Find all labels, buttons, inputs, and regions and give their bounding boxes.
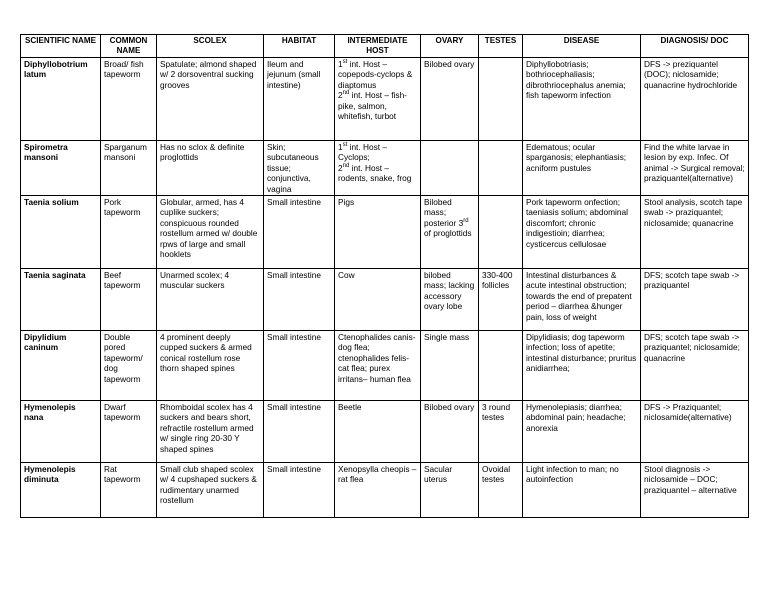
parasite-table-sheet (20, 34, 748, 518)
table-body (21, 58, 749, 518)
cell-scientific-name: Hymenolepis diminuta (21, 463, 101, 518)
cell-disease: Dipylidiasis; dog tapeworm infection; loss of apetite; intestinal disturbance; pruritus anidiarrhea; (523, 331, 641, 401)
cell-testes: 3 round testes (479, 401, 523, 463)
cell-disease: Edematous; ocular sparganosis; elephantiasis; acniform pustules (523, 141, 641, 196)
cell-diagnosis: DFS -> Praziquantel; niclosamide(alternative) (641, 401, 749, 463)
cell-common-name: Beef tapeworm (101, 269, 157, 331)
cell-ovary: Bilobed mass; posterior 3rd of proglottids (421, 196, 479, 269)
cell-intermediate-host: Beetle (335, 401, 421, 463)
cell-diagnosis: Find the white larvae in lesion by exp. Infec. Of animal -> Surgical removal; praziquantel(alternative) (641, 141, 749, 196)
tapeworm-comparison-table (20, 34, 749, 518)
cell-intermediate-host: 1st int. Host – Cyclops; 2nd int. Host – rodents, snake, frog (335, 141, 421, 196)
cell-disease: Pork tapeworm onfection; taeniasis solium; abdominal discomfort; chronic indigestioin; diarrhea; cysticercus cellulosae (523, 196, 641, 269)
cell-scolex: 4 prominent deeply cupped suckers & armed conical rostellum rose thorn shaped spines (157, 331, 264, 401)
cell-disease: Light infection to man; no autoinfection (523, 463, 641, 518)
header-common-name: COMMON NAME (101, 35, 157, 58)
cell-ovary: bilobed mass; lacking accessory ovary lobe (421, 269, 479, 331)
cell-habitat: Ileum and jejunum (small intestine) (264, 58, 335, 141)
table-row (21, 463, 749, 518)
cell-scientific-name: Taenia saginata (21, 269, 101, 331)
cell-common-name: Sparganum mansoni (101, 141, 157, 196)
header-scolex: SCOLEX (157, 35, 264, 58)
cell-ovary: Bilobed ovary (421, 401, 479, 463)
cell-scolex: Unarmed scolex; 4 muscular suckers (157, 269, 264, 331)
cell-habitat: Small intestine (264, 196, 335, 269)
cell-scientific-name: Dipylidium caninum (21, 331, 101, 401)
cell-ovary: Bilobed ovary (421, 58, 479, 141)
cell-intermediate-host: 1st int. Host – copepods-cyclops & diaptomus 2nd int. Host – fish-pike, salmon, whitefish, turbot (335, 58, 421, 141)
cell-common-name: Broad/ fish tapeworm (101, 58, 157, 141)
cell-diagnosis: Stool diagnosis -> niclosamide – DOC; praziquantel – alternative (641, 463, 749, 518)
cell-testes (479, 141, 523, 196)
cell-common-name: Double pored tapeworm/ dog tapeworm (101, 331, 157, 401)
header-row (21, 35, 749, 58)
cell-common-name: Dwarf tapeworm (101, 401, 157, 463)
table-row (21, 269, 749, 331)
cell-common-name: Pork tapeworm (101, 196, 157, 269)
table-row (21, 401, 749, 463)
table-row (21, 58, 749, 141)
cell-habitat: Small intestine (264, 269, 335, 331)
cell-scolex: Spatulate; almond shaped w/ 2 dorsoventral sucking grooves (157, 58, 264, 141)
header-ovary: OVARY (421, 35, 479, 58)
cell-scolex: Small club shaped scolex w/ 4 cupshaped suckers & rudimentary unarmed rostellum (157, 463, 264, 518)
cell-intermediate-host: Pigs (335, 196, 421, 269)
cell-testes: 330-400 follicles (479, 269, 523, 331)
header-intermediate-host: INTERMEDIATE HOST (335, 35, 421, 58)
cell-ovary: Single mass (421, 331, 479, 401)
table-row (21, 141, 749, 196)
cell-testes (479, 196, 523, 269)
cell-habitat: Skin; subcutaneous tissue; conjunctiva, vagina (264, 141, 335, 196)
cell-diagnosis: DFS; scotch tape swab -> praziquantel (641, 269, 749, 331)
header-habitat: HABITAT (264, 35, 335, 58)
cell-disease: Intestinal disturbances & acute intestinal obstruction; towards the end of prepatent period – diarrhea &hunger pain, loss of weight (523, 269, 641, 331)
cell-habitat: Small intestine (264, 463, 335, 518)
cell-intermediate-host: Cow (335, 269, 421, 331)
cell-common-name: Rat tapeworm (101, 463, 157, 518)
cell-scolex: Has no sclox & definite proglottids (157, 141, 264, 196)
cell-scolex: Rhomboidal scolex has 4 suckers and bears short, refractile rostellum armed w/ single ring 20-30 Y shaped spines (157, 401, 264, 463)
header-scientific-name: SCIENTIFIC NAME (21, 35, 101, 58)
cell-habitat: Small intestine (264, 401, 335, 463)
header-disease: DISEASE (523, 35, 641, 58)
table-row (21, 196, 749, 269)
cell-scientific-name: Diphyllobotrium latum (21, 58, 101, 141)
cell-intermediate-host: Xenopsylla cheopis – rat flea (335, 463, 421, 518)
cell-disease: Hymenolepiasis; diarrhea; abdominal pain; headache; anorexia (523, 401, 641, 463)
cell-ovary: Sacular uterus (421, 463, 479, 518)
cell-disease: Diphyllobotriasis; bothriocephaliasis; dibrothriocephalus anemia; fish tapeworm infection (523, 58, 641, 141)
header-testes: TESTES (479, 35, 523, 58)
cell-habitat: Small intestine (264, 331, 335, 401)
cell-diagnosis: DFS -> preziquantel (DOC); niclosamide; quanacrine hydrochloride (641, 58, 749, 141)
cell-scientific-name: Spirometra mansoni (21, 141, 101, 196)
cell-testes: Ovoidal testes (479, 463, 523, 518)
header-diagnosis: DIAGNOSIS/ DOC (641, 35, 749, 58)
table-row (21, 331, 749, 401)
cell-diagnosis: Stool analysis, scotch tape swab -> praziquantel; niclosamide; quanacrine (641, 196, 749, 269)
cell-intermediate-host: Ctenophalides canis- dog flea; ctenophalides felis-cat flea; purex irritans– human flea (335, 331, 421, 401)
cell-testes (479, 331, 523, 401)
cell-ovary (421, 141, 479, 196)
cell-scientific-name: Hymenolepis nana (21, 401, 101, 463)
cell-scolex: Globular, armed, has 4 cuplike suckers; conspicuous rounded rostellum armed w/ double rpws of large and small hooklets (157, 196, 264, 269)
cell-testes (479, 58, 523, 141)
cell-scientific-name: Taenia solium (21, 196, 101, 269)
cell-diagnosis: DFS; scotch tape swab -> praziquantel; niclosamide; quanacrine (641, 331, 749, 401)
